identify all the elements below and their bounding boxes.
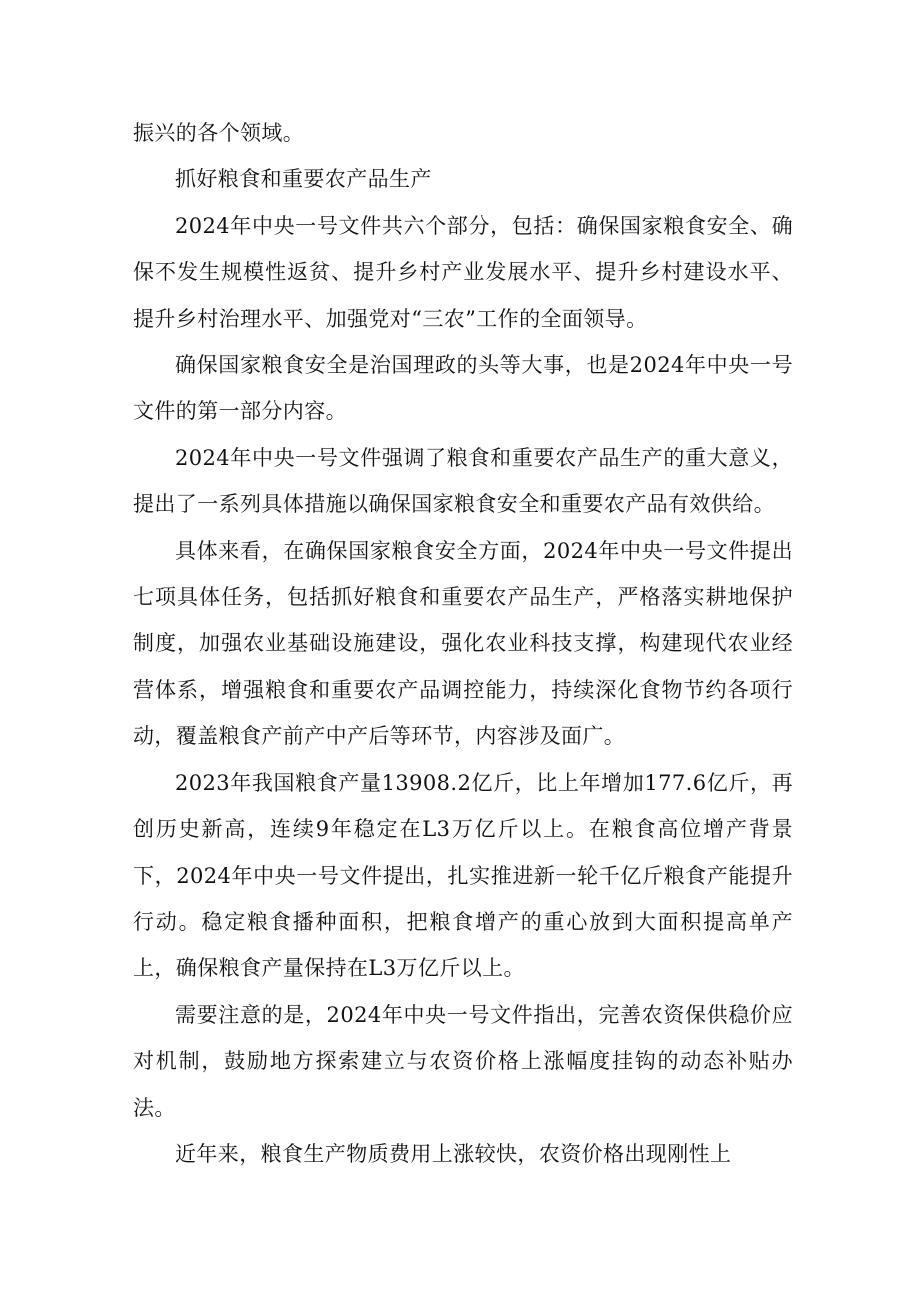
paragraph-subsidy: 需要注意的是，2024年中央一号文件指出，完善农资保供稳价应对机制，鼓励地方探索建立与农资价格上涨幅度挂钩的动态补贴办法。 <box>133 1002 793 1120</box>
paragraph-overview: 2024年中央一号文件共六个部分，包括：确保国家粮食安全、确保不发生规模性返贫、提升乡村产业发展水平、提升乡村建设水平、提升乡村治理水平、加强党对“三农”工作的全面领导。 <box>133 213 793 331</box>
paragraph-significance: 2024年中央一号文件强调了粮食和重要农产品生产的重大意义，提出了一系列具体措施以确保国家粮食安全和重要农产品有效供给。 <box>133 445 793 517</box>
paragraph-seven-tasks: 具体来看，在确保国家粮食安全方面，2024年中央一号文件提出七项具体任务，包括抓好粮食和重要农产品生产，严格落实耕地保护制度，加强农业基础设施建设，强化农业科技支撑，构建现代农业经营体系，增强粮食和重要农产品调控能力，持续深化食物节约各项行动，覆盖粮食产前产中产后等环节，内容涉及面广。 <box>133 538 793 749</box>
paragraph-grain-output: 2023年我国粮食产量13908.2亿斤，比上年增加177.6亿斤，再创历史新高，连续9年稳定在L3万亿斤以上。在粮食高位增产背景下，2024年中央一号文件提出，扎实推进新一轮千亿斤粮食产能提升行动。稳定粮食播种面积，把粮食增产的重心放到大面积提高单产上，确保粮食产量保持在L3万亿斤以上。 <box>133 770 793 981</box>
paragraph-food-security: 确保国家粮食安全是治国理政的头等大事，也是2024年中央一号文件的第一部分内容。 <box>133 353 793 424</box>
section-heading: 抓好粮食和重要农产品生产 <box>175 167 432 192</box>
document-body <box>133 110 793 1177</box>
paragraph-continuation: 振兴的各个领域。 <box>133 121 305 145</box>
paragraph-costs: 近年来，粮食生产物质费用上涨较快，农资价格出现刚性上 <box>175 1141 732 1166</box>
